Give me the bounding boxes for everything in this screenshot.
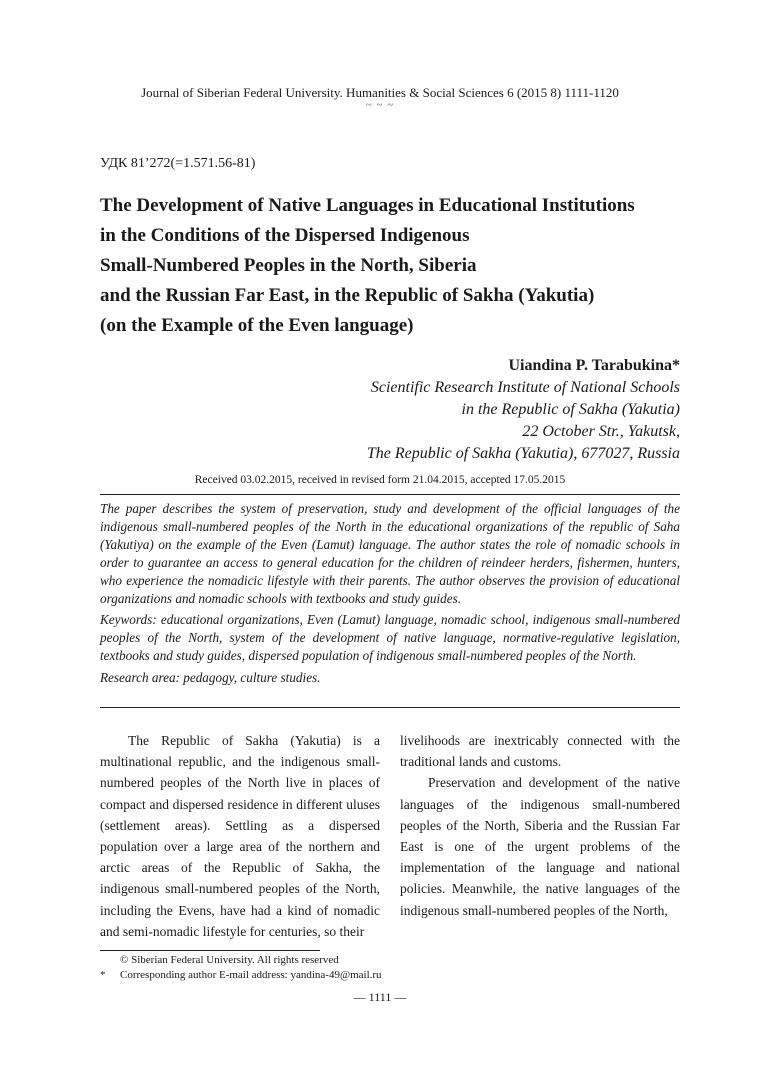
abstract-bottom-rule: [100, 707, 680, 708]
author-affiliation: [367, 377, 680, 465]
affiliation-line: 22 October Str., Yakutsk,: [522, 423, 680, 440]
body-paragraph: Preservation and development of the native languages of the indigenous small-numbered peoples of the North, Siberia and the Russian Far East is one of the urgent problems of the implementation of the language and national policies. Meanwhile, the native languages of the indigenous small-numbered peoples of the North,: [400, 775, 680, 918]
udk-code: УДК 81’272(=1.571.56-81): [100, 156, 256, 171]
received-dates: Received 03.02.2015, received in revised form 21.04.2015, accepted 17.05.2015: [194, 474, 566, 486]
footnotes: [100, 953, 382, 983]
abstract-text: The paper describes the system of preservation, study and development of the official languages of the indigenous small-numbered peoples of the North in the educational organizations of the republic of Saha (Yakutiya) on the example of the Even (Lamut) language. The author states the role of nomadic schools in order to guarantee an access to general education for the children of reindeer herders, fishermen, hunters, who experience the nomadicic lifestyle with their parents. The author observes the provision of educational organizations and nomadic schools with textbooks and study guides.: [100, 501, 680, 606]
title-line: and the Russian Far East, in the Republic of Sakha (Yakutia): [100, 285, 595, 306]
paper-title: [100, 191, 690, 341]
title-line: (on the Example of the Even language): [100, 315, 414, 336]
footnote-copyright: © Siberian Federal University. All rights reserved: [120, 954, 339, 966]
footnote-rule: [100, 950, 320, 951]
footnote-corresponding: [100, 968, 382, 983]
header-ornament: ~ ~ ~: [365, 99, 395, 111]
abstract-top-rule: [100, 494, 680, 495]
research-area: Research area: pedagogy, culture studies.: [100, 670, 321, 686]
affiliation-line: Scientific Research Institute of National Schools: [370, 379, 680, 396]
affiliation-line: The Republic of Sakha (Yakutia), 677027, Russia: [366, 445, 680, 462]
body-paragraph-continuation: livelihoods are inextricably connected with the traditional lands and customs.: [400, 733, 680, 770]
page-number: — 1111 —: [353, 990, 407, 1004]
corresponding-email: Corresponding author E-mail address: yandina-49@mail.ru: [120, 969, 382, 981]
footnote-mark: *: [100, 969, 106, 981]
title-line: The Development of Native Languages in Educational Institutions: [100, 195, 635, 216]
body-paragraph: The Republic of Sakha (Yakutia) is a multinational republic, and the indigenous small-numbered peoples of the North live in places of compact and dispersed residence in different uluses (settlement areas). Settling as a dispersed population over a large area of the northern and arctic areas of the Republic of Sakha, the indigenous small-numbered peoples of the North, including the Evens, have had a kind of nomadic and semi-nomadic lifestyle for centuries, so their: [100, 733, 380, 939]
title-line: in the Conditions of the Dispersed Indigenous: [100, 225, 470, 246]
body-column-right: [400, 730, 680, 921]
author-block: [367, 355, 680, 465]
abstract-section: [100, 500, 680, 691]
title-line: Small-Numbered Peoples in the North, Siberia: [100, 255, 477, 276]
keywords: Keywords: educational organizations, Even (Lamut) language, nomadic school, indigenous small-numbered peoples of the North, system of the development of native language, normative-regulative legislation, textbooks and study guides, dispersed population of indigenous small-numbered peoples of the North.: [100, 612, 680, 664]
body-column-left: [100, 730, 380, 942]
author-name: Uiandina P. Tarabukina*: [508, 357, 680, 374]
affiliation-line: in the Republic of Sakha (Yakutia): [461, 401, 680, 418]
journal-header: Journal of Siberian Federal University. Humanities & Social Sciences 6 (2015 8) 1111-1120: [141, 85, 619, 100]
